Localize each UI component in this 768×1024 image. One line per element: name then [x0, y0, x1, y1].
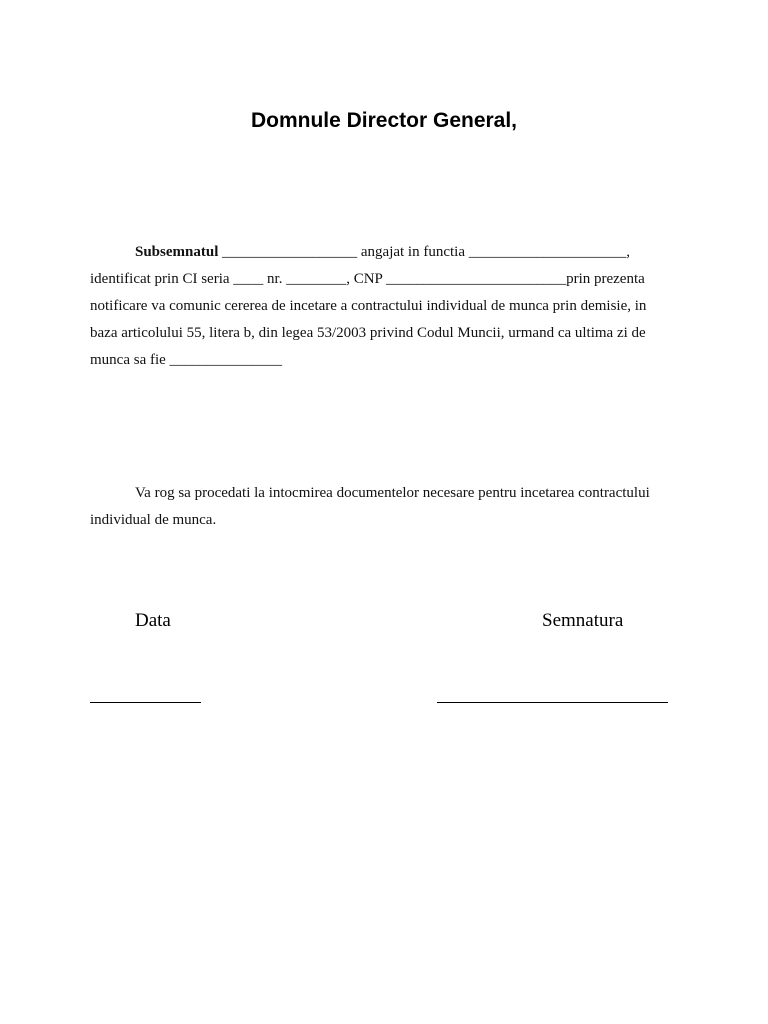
paragraph-line	[135, 239, 630, 266]
paragraph-line: baza articolului 55, litera b, din legea 53/2003 privind Codul Muncii, urmand ca ultima zi de	[90, 325, 646, 341]
paragraph-line: identificat prin CI seria ____ nr. ________, CNP ________________________prin prezenta	[90, 271, 645, 287]
line-text: __________________ angajat in functia _____________________,	[218, 244, 630, 260]
document-title: Domnule Director General,	[250, 109, 518, 132]
paragraph-line: individual de munca.	[90, 512, 217, 528]
signature-label: Semnatura	[542, 610, 624, 631]
date-line	[90, 702, 201, 703]
signature-line	[437, 702, 668, 703]
paragraph-line: Va rog sa procedati la intocmirea documentelor necesare pentru incetarea contractului	[135, 485, 650, 501]
paragraph-line: notificare va comunic cererea de incetare a contractului individual de munca prin demisie, in	[90, 298, 647, 314]
date-label: Data	[135, 610, 171, 631]
subsemnatul-label: Subsemnatul	[135, 244, 219, 260]
paragraph-line: munca sa fie _______________	[90, 352, 283, 368]
